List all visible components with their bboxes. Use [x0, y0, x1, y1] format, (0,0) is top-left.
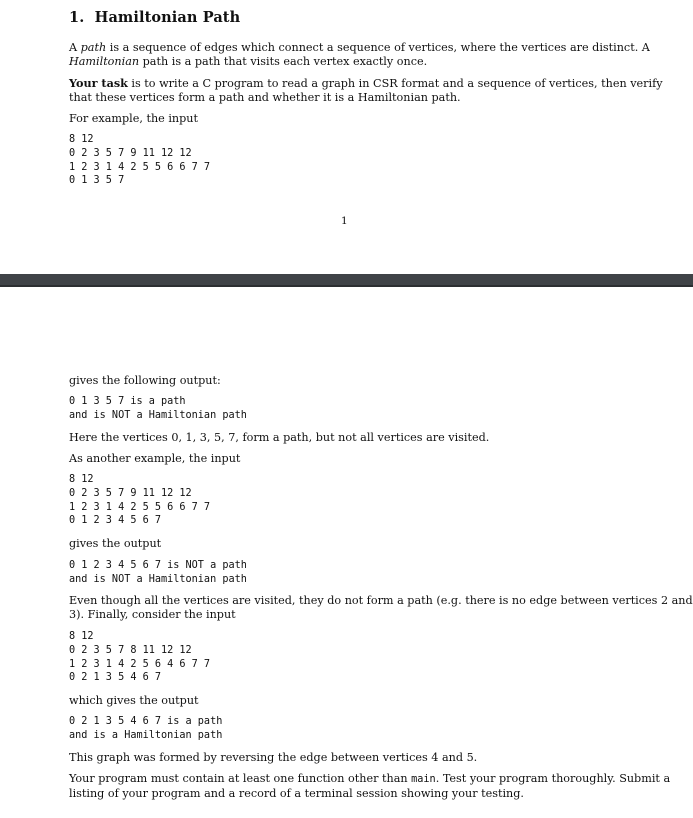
code-line: 8 12	[69, 474, 94, 485]
intro-line-1: A path is a sequence of edges which connect a sequence of vertices, where the vertices are distinct. A	[69, 41, 650, 54]
code-line: 0 2 1 3 5 4 6 7 is a path	[69, 716, 223, 727]
code-line: 0 1 2 3 4 5 6 7	[69, 515, 162, 527]
explanation-2-line-1: Even though all the vertices are visited, they do not form a path (e.g. there is no edge between vertices 2 and	[69, 594, 693, 607]
code-line: 0 2 3 5 7 9 11 12 12	[69, 147, 192, 159]
code-line: and is NOT a Hamiltonian path	[69, 409, 247, 421]
code-line: 0 2 1 3 5 4 6 7	[69, 672, 162, 684]
code-main: main	[411, 774, 436, 785]
example-intro: For example, the input	[69, 112, 198, 125]
code-line: 1 2 3 1 4 2 5 5 6 6 7 7	[69, 501, 211, 513]
code-line: 0 1 2 3 4 5 6 7 is NOT a path	[69, 560, 247, 571]
final-line-2: listing of your program and a record of a terminal session showing your testing.	[69, 787, 524, 800]
example-2-intro: As another example, the input	[69, 452, 241, 465]
section-number: 1.	[69, 9, 85, 26]
explanation-1: Here the vertices 0, 1, 3, 5, 7, form a path, but not all vertices are visited.	[69, 431, 490, 444]
code-line: 8 12	[69, 134, 94, 145]
code-line: 0 2 3 5 7 9 11 12 12	[69, 487, 192, 499]
input-block-1	[69, 133, 210, 188]
section-heading	[69, 9, 240, 26]
final-line-1: Your program must contain at least one function other than main. Test your program thoroughly. Submit a	[69, 772, 671, 785]
code-line: and is NOT a Hamiltonian path	[69, 573, 247, 585]
output-block-1	[69, 395, 247, 423]
page-separator	[0, 274, 693, 287]
code-line: 1 2 3 1 4 2 5 6 4 6 7 7	[69, 658, 211, 670]
input-block-2	[69, 473, 210, 528]
output-2-intro: gives the output	[69, 537, 162, 550]
code-line: 0 2 3 5 7 8 11 12 12	[69, 644, 192, 656]
code-line: 8 12	[69, 631, 94, 642]
section-title: Hamiltonian Path	[94, 9, 241, 26]
output-block-3	[69, 715, 222, 743]
output-3-intro: which gives the output	[69, 694, 199, 707]
explanation-2-line-2: 3). Finally, consider the input	[69, 608, 236, 621]
intro-line-2: Hamiltonian path is a path that visits each vertex exactly once.	[69, 55, 428, 68]
document-page-2	[0, 287, 693, 818]
page-number: 1	[341, 215, 348, 227]
output-intro: gives the following output:	[69, 374, 221, 387]
explanation-3: This graph was formed by reversing the edge between vertices 4 and 5.	[69, 751, 478, 764]
task-label: Your task	[69, 76, 128, 90]
term-hamiltonian: Hamiltonian	[69, 55, 140, 68]
document-page-1	[0, 0, 693, 274]
code-line: 0 1 3 5 7 is a path	[69, 396, 186, 407]
term-path: path	[80, 41, 107, 54]
output-block-2	[69, 559, 247, 587]
code-line: 1 2 3 1 4 2 5 5 6 6 7 7	[69, 161, 211, 173]
code-line: and is a Hamiltonian path	[69, 729, 223, 741]
task-line-1: Your task is to write a C program to read a graph in CSR format and a sequence of vertices, then verify	[69, 76, 663, 90]
input-block-3	[69, 630, 210, 685]
code-line: 0 1 3 5 7	[69, 175, 125, 187]
task-line-2: that these vertices form a path and whether it is a Hamiltonian path.	[69, 91, 461, 104]
